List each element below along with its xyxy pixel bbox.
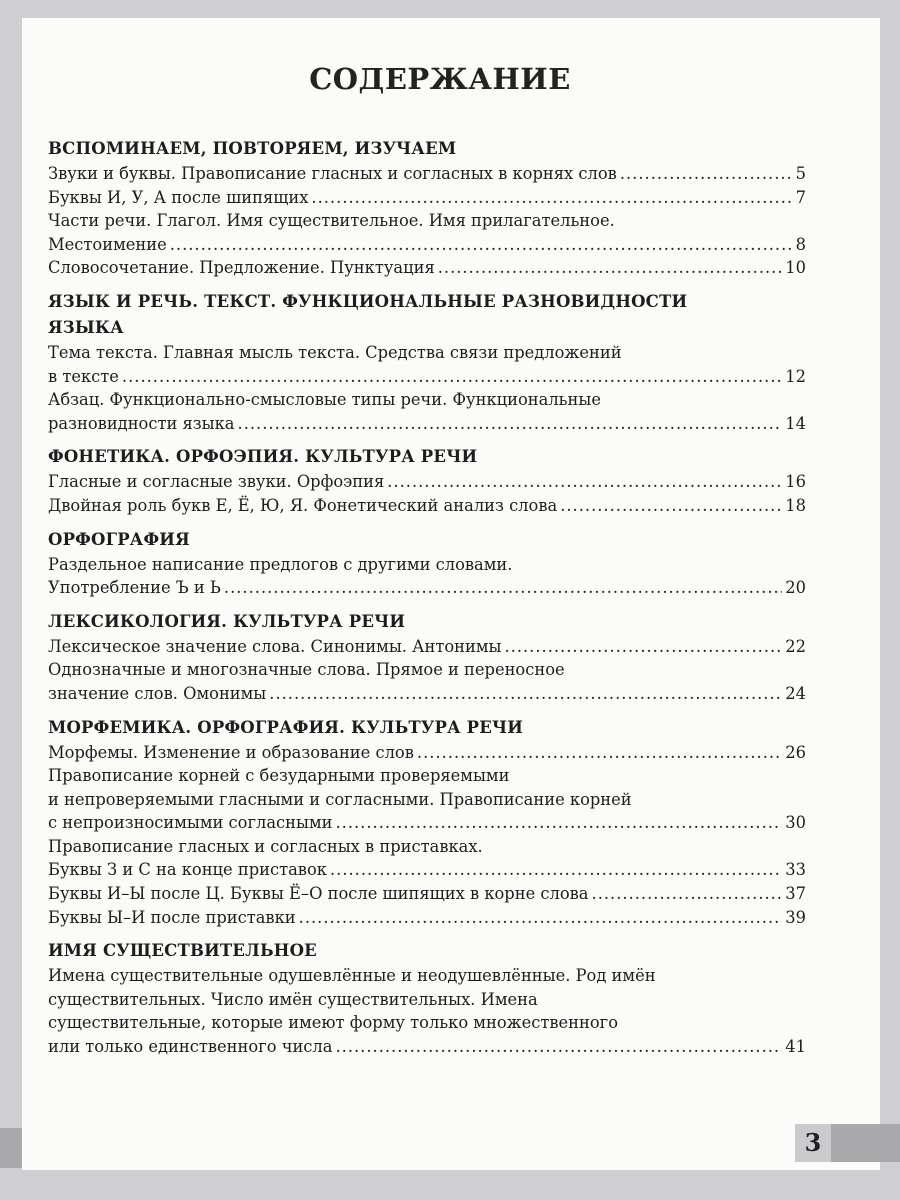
toc-entry <box>48 835 806 882</box>
entry-text: Буквы И, У, А после шипящих <box>48 187 309 207</box>
entry-page-number: 22 <box>785 636 806 656</box>
entry-last-line <box>48 470 806 494</box>
entry-last-line <box>48 635 806 659</box>
entry-text: значение слов. Омонимы <box>48 683 267 703</box>
dot-leader <box>238 412 783 436</box>
toc-section <box>48 444 806 517</box>
dot-leader <box>438 256 783 280</box>
entry-page-number: 7 <box>795 187 806 207</box>
toc-entry <box>48 162 806 186</box>
dot-leader <box>620 162 793 186</box>
toc-entry <box>48 209 806 256</box>
toc-entry <box>48 741 806 765</box>
entry-page-number: 5 <box>795 164 806 183</box>
entry-last-line <box>48 576 806 600</box>
entry-text: Абзац. Функционально-смысловые типы речи. Функциональные <box>48 390 601 410</box>
toc-entry <box>48 256 806 280</box>
toc-entry <box>48 964 806 1058</box>
entry-text: Тема текста. Главная мысль текста. Средства связи предложений <box>48 342 622 362</box>
entry-text: Лексическое значение слова. Синонимы. Антонимы <box>48 636 502 656</box>
toc-section <box>48 289 806 435</box>
entry-text: Правописание корней с безударными проверяемыми <box>48 766 510 786</box>
dot-leader <box>504 635 782 659</box>
entry-last-line <box>48 412 806 436</box>
entry-text: Буквы И–Ы после Ц. Буквы Ё–О после шипящих в корне слова <box>48 884 589 904</box>
dot-leader <box>311 186 792 210</box>
toc-entry <box>48 494 806 518</box>
dot-leader <box>335 1035 782 1059</box>
entry-text: Буквы З и С на конце приставок <box>48 860 327 880</box>
entry-text: Звуки и буквы. Правописание гласных и согласных в корнях слов <box>48 164 617 183</box>
section-heading: ИМЯ СУЩЕСТВИТЕЛЬНОЕ <box>48 941 317 961</box>
toc-entry <box>48 341 806 388</box>
entry-page-number: 37 <box>785 884 806 904</box>
table-of-contents <box>48 136 806 1068</box>
entry-text: Словосочетание. Предложение. Пунктуация <box>48 258 435 278</box>
toc-section <box>48 527 806 600</box>
entry-last-line <box>48 811 806 835</box>
dot-leader <box>122 365 782 389</box>
section-heading: ОРФОГРАФИЯ <box>48 529 190 549</box>
page-edge-tab <box>0 1128 22 1168</box>
dot-leader <box>170 233 793 257</box>
toc-entry <box>48 186 806 210</box>
section-heading: ВСПОМИНАЕМ, ПОВТОРЯЕМ, ИЗУЧАЕМ <box>48 139 457 158</box>
entry-text: Двойная роль букв Е, Ё, Ю, Я. Фонетический анализ слова <box>48 495 558 515</box>
page-title: СОДЕРЖАНИЕ <box>309 62 571 96</box>
entry-page-number: 18 <box>785 495 806 515</box>
section-heading: ЯЗЫКА <box>48 317 124 337</box>
entry-text: Буквы Ы–И после приставки <box>48 907 296 927</box>
entry-last-line <box>48 233 806 257</box>
dot-leader <box>224 576 782 600</box>
entry-text: Местоимение <box>48 234 167 254</box>
entry-text: и непроверяемыми гласными и согласными. Правописание корней <box>48 789 632 809</box>
entry-last-line <box>48 494 806 518</box>
entry-text: Однозначные и многозначные слова. Прямое и переносное <box>48 660 565 680</box>
toc-entry <box>48 658 806 705</box>
entry-last-line <box>48 186 806 210</box>
toc-entry <box>48 388 806 435</box>
toc-entry <box>48 470 806 494</box>
entry-last-line <box>48 741 806 765</box>
toc-section <box>48 609 806 706</box>
dot-leader <box>330 858 782 882</box>
toc-entry <box>48 553 806 600</box>
entry-last-line <box>48 162 806 186</box>
entry-text: с непроизносимыми согласными <box>48 813 333 833</box>
toc-section <box>48 938 806 1058</box>
entry-page-number: 8 <box>795 234 806 254</box>
entry-last-line <box>48 906 806 930</box>
section-heading: МОРФЕМИКА. ОРФОГРАФИЯ. КУЛЬТУРА РЕЧИ <box>48 717 524 737</box>
entry-text: или только единственного числа <box>48 1037 333 1057</box>
toc-entry <box>48 882 806 906</box>
entry-page-number: 41 <box>785 1037 806 1057</box>
entry-text: Гласные и согласные звуки. Орфоэпия <box>48 472 385 492</box>
dot-leader <box>269 682 782 706</box>
entry-last-line <box>48 256 806 280</box>
toc-section <box>48 136 806 280</box>
entry-page-number: 24 <box>785 683 806 703</box>
toc-entry <box>48 764 806 835</box>
entry-text: Раздельное написание предлогов с другими словами. <box>48 554 513 574</box>
entry-page-number: 16 <box>785 472 806 492</box>
page-number: 3 <box>795 1124 831 1162</box>
dot-leader <box>335 811 782 835</box>
entry-page-number: 12 <box>785 366 806 386</box>
entry-last-line <box>48 1035 806 1059</box>
dot-leader <box>560 494 782 518</box>
section-heading: ФОНЕТИКА. ОРФОЭПИЯ. КУЛЬТУРА РЕЧИ <box>48 447 478 467</box>
section-heading: ЛЕКСИКОЛОГИЯ. КУЛЬТУРА РЕЧИ <box>48 611 406 631</box>
dot-leader <box>417 741 782 765</box>
toc-section <box>48 715 806 930</box>
entry-page-number: 30 <box>785 813 806 833</box>
entry-text: Имена существительные одушевлённые и неодушевлённые. Род имён <box>48 966 656 986</box>
entry-page-number: 39 <box>785 907 806 927</box>
dot-leader <box>387 470 782 494</box>
entry-text: в тексте <box>48 366 119 386</box>
entry-page-number: 14 <box>785 413 806 433</box>
entry-last-line <box>48 365 806 389</box>
entry-text: Морфемы. Изменение и образование слов <box>48 742 414 762</box>
toc-entry <box>48 635 806 659</box>
entry-text: существительных. Число имён существительных. Имена <box>48 989 538 1009</box>
entry-text: существительные, которые имеют форму только множественного <box>48 1013 618 1033</box>
toc-entry <box>48 906 806 930</box>
entry-last-line <box>48 882 806 906</box>
entry-page-number: 20 <box>785 578 806 598</box>
entry-text: Правописание гласных и согласных в приставках. <box>48 836 483 856</box>
entry-page-number: 33 <box>785 860 806 880</box>
entry-text: Части речи. Глагол. Имя существительное. Имя прилагательное. <box>48 211 615 231</box>
section-heading: ЯЗЫК И РЕЧЬ. ТЕКСТ. ФУНКЦИОНАЛЬНЫЕ РАЗНОВИДНОСТИ <box>48 291 688 311</box>
entry-text: разновидности языка <box>48 413 235 433</box>
entry-page-number: 10 <box>785 258 806 278</box>
dot-leader <box>299 906 783 930</box>
page-edge-tab <box>831 1124 900 1162</box>
entry-last-line <box>48 682 806 706</box>
entry-text: Употребление Ъ и Ь <box>48 578 221 598</box>
entry-page-number: 26 <box>785 742 806 762</box>
entry-last-line <box>48 858 806 882</box>
dot-leader <box>592 882 783 906</box>
